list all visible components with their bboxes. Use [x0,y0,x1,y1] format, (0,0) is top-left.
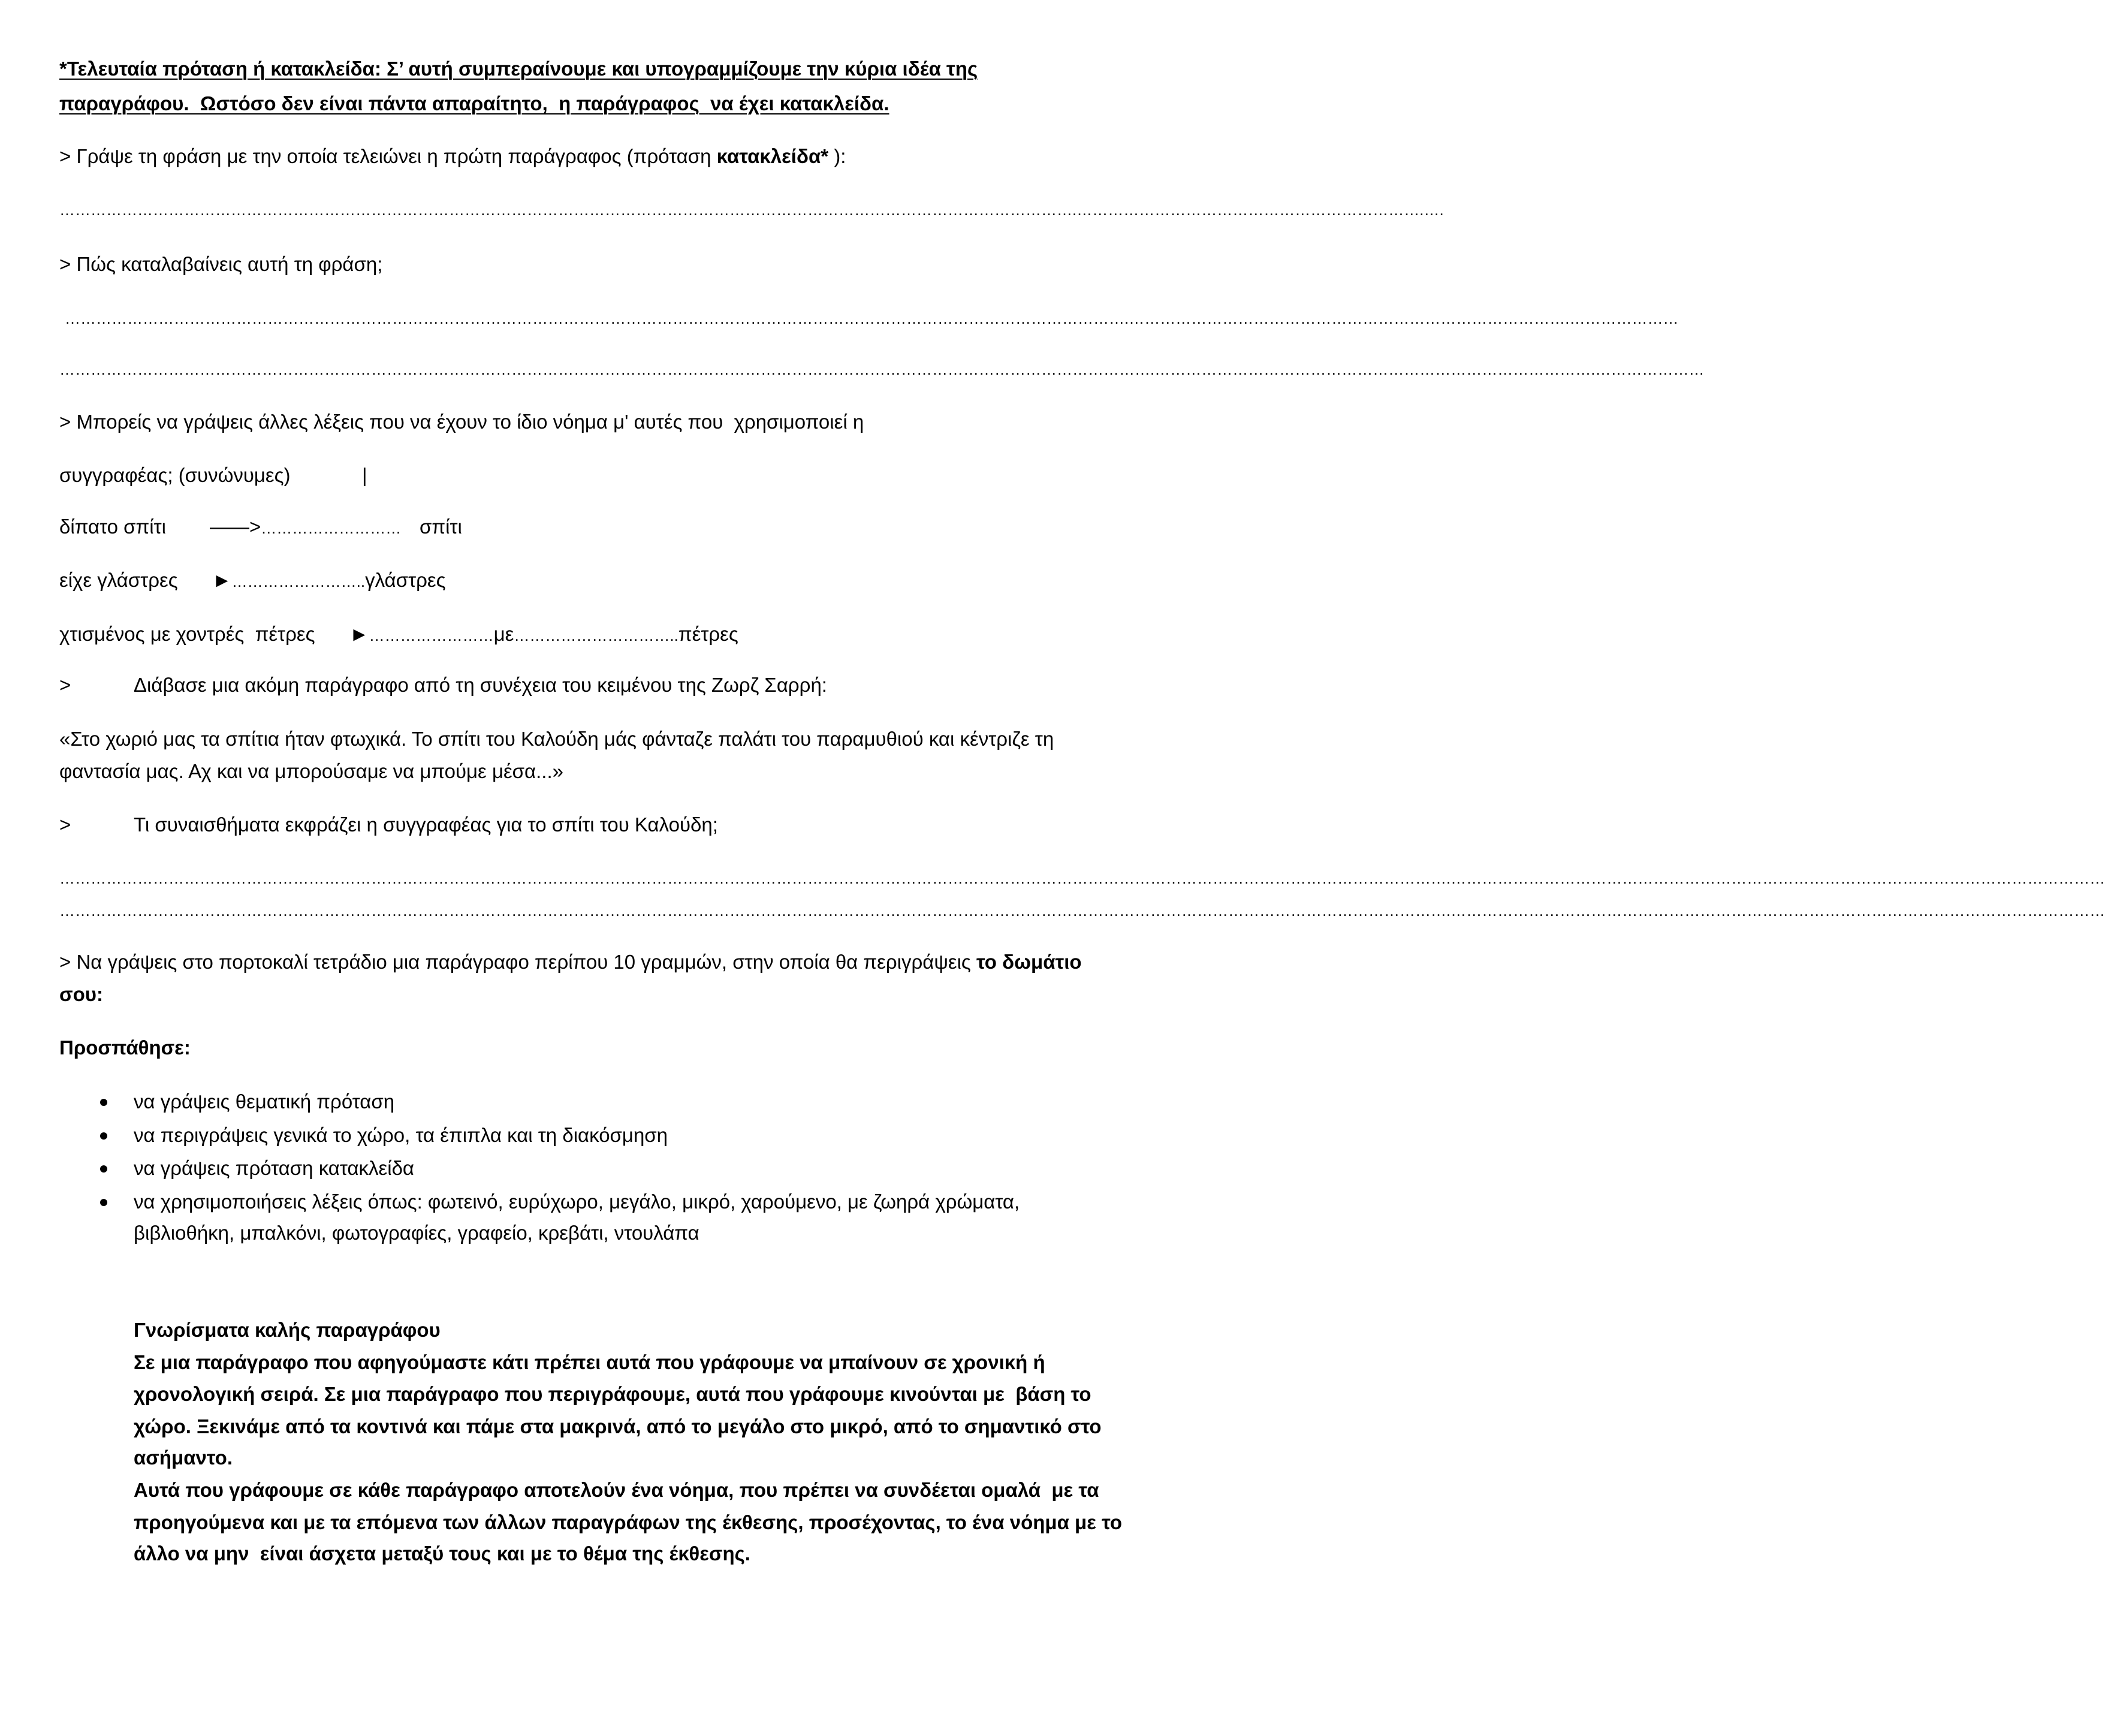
note-line-2: παραγράφου. Ωστόσο δεν είναι πάντα απαραίτητο, η παράγραφος να έχει κατακλείδα. [59,92,889,114]
section-title: Γνωρίσματα καλής παραγράφου [134,1319,441,1341]
section-line: προηγούμενα και με τα επόμενα των άλλων παραγράφων της έκθεσης, προσέχοντας, το ένα νόημα με το [134,1511,1123,1533]
synonym-after: σπίτι [420,516,462,538]
synonym-item [0,515,1228,539]
synonym-phrase: είχε γλάστρες [59,569,178,591]
list-item: να περιγράψεις γενικά το χώρο, τα έπιπλα και τη διακόσμηση [134,1124,668,1146]
answer-line: …………………………………………………………………………………………………………………………………………………………………………….………………………………………………………….…. [59,201,1444,219]
synonym-after: γλάστρες [365,569,446,591]
section-line: άλλο να μην είναι άσχετα μεταξύ τους και με το θέμα της έκθεσης. [134,1542,750,1565]
instruction-marker: > [59,674,71,696]
writing-task-line-2: σου: [59,983,103,1005]
section-line: ασήμαντο. [134,1446,233,1469]
section-line: Αυτά που γράφουμε σε κάθε παράγραφο αποτελούν ένα νόημα, που πρέπει να συνδέεται ομαλά με τα [134,1479,1099,1501]
answer-line: …………………………………………………………………………………………………………………………………………………………………………………………………………………………………………….……………………………………………………………………………………………………………… [59,869,2105,887]
pointer-icon: ► [212,569,232,591]
writing-task-prefix: > Να γράψεις στο πορτοκαλί τετράδιο μια παράγραφο περίπου 10 γραμμών, στην οποία θα περιγράψεις [59,951,976,973]
synonym-phrase: χτισμένος με χοντρές πέτρες [59,623,315,645]
answer-line: ………………………………………………………………………………………………………………………………………………………………………………………….………………………………………………………………………….………………… [59,360,1705,378]
list-item: να χρησιμοποιήσεις λέξεις όπως: φωτεινό, ευρύχωρο, μεγάλο, μικρό, χαρούμενο, με ζωηρά χρώματα, [134,1191,1020,1213]
fill-blank: …………………….. [231,572,366,590]
question-conclusion [59,144,846,168]
reading-instruction [0,673,1228,697]
synonym-after: πέτρες [678,623,738,645]
writing-task-line-1 [59,950,1082,974]
synonym-item [0,568,1228,592]
quote-line-2: φαντασία μας. Αχ και να μπορούσαμε να μπούμε μέσα...» [59,760,563,782]
try-label: Προσπάθησε: [59,1036,191,1059]
synonym-middle: με [493,623,514,645]
synonym-item [0,622,1228,646]
question-conclusion-keyword: κατακλείδα* [716,145,829,167]
answer-line: …………………………………………………………………………………………………………………………………………………………………………………………………………………………………………….……………………………………………………………………………………………………………… [59,902,2105,920]
question-conclusion-suffix: ): [828,145,846,167]
question-synonyms-label: συγγραφέας; (συνώνυμες) [59,464,291,486]
list-item-continuation: βιβλιοθήκη, μπαλκόνι, φωτογραφίες, γραφείο, κρεβάτι, ντουλάπα [134,1222,699,1244]
section-line: Σε μια παράγραφο που αφηγούμαστε κάτι πρέπει αυτά που γράφουμε να μπαίνουν σε χρονική ή [134,1351,1045,1373]
cursor-mark: | [362,464,367,486]
bullet-icon [100,1199,107,1206]
question-conclusion-prefix: > Γράψε τη φράση με την οποία τελειώνει η πρώτη παράγραφος (πρόταση [59,145,717,167]
quote-line-1: «Στο χωριό μας τα σπίτια ήταν φτωχικά. Το σπίτι του Καλούδη μάς φάνταζε παλάτι του παραμυθιού και κέντριζε τη [59,728,1054,750]
writing-task-bold: το δωμάτιο [976,951,1082,973]
question-feelings [0,813,1228,837]
section-line: χρονολογική σειρά. Σε μια παράγραφο που περιγράφουμε, αυτά που γράφουμε κινούνται με βάση το [134,1383,1091,1405]
bullet-icon [100,1099,107,1106]
bullet-icon [100,1165,107,1173]
question-feelings-text: Τι συναισθήματα εκφράζει η συγγραφέας για το σπίτι του Καλούδη; [134,813,718,836]
synonym-phrase: δίπατο σπίτι [59,516,167,538]
fill-blank: ………………………….. [514,626,678,644]
fill-blank: ……………………… [261,519,402,537]
arrow-icon: ——> [210,516,261,538]
fill-blank: …………………… [369,626,494,644]
question-synonyms-line-1: > Μπορείς να γράψεις άλλες λέξεις που να έχουν το ίδιο νόημα μ' αυτές που χρησιμοποιεί η [59,411,864,433]
note-line-1: *Τελευταία πρόταση ή κατακλείδα: Σ’ αυτή συμπεραίνουμε και υπογραμμίζουμε την κύρια ιδέα της [59,58,978,80]
bullet-icon [100,1132,107,1140]
pointer-icon: ► [349,623,369,645]
list-item: να γράψεις πρόταση κατακλείδα [134,1157,415,1179]
reading-instruction-text: Διάβασε μια ακόμη παράγραφο από τη συνέχεια του κειμένου της Ζωρζ Σαρρή: [134,674,827,696]
question-synonyms-line-2 [0,463,1228,487]
question-meaning: > Πώς καταλαβαίνεις αυτή τη φράση; [59,253,383,275]
list-item: να γράψεις θεματική πρόταση [134,1090,395,1113]
question-marker: > [59,813,71,836]
section-line: χώρο. Ξεκινάμε από τα κοντινά και πάμε στα μακρινά, από το μεγάλο στο μικρό, από το σημαντικό στο [134,1415,1102,1437]
answer-line: …………………………………………………………………………………………………………………………………………………………………………………….………………………………………………………………………….………………… [65,309,1679,327]
